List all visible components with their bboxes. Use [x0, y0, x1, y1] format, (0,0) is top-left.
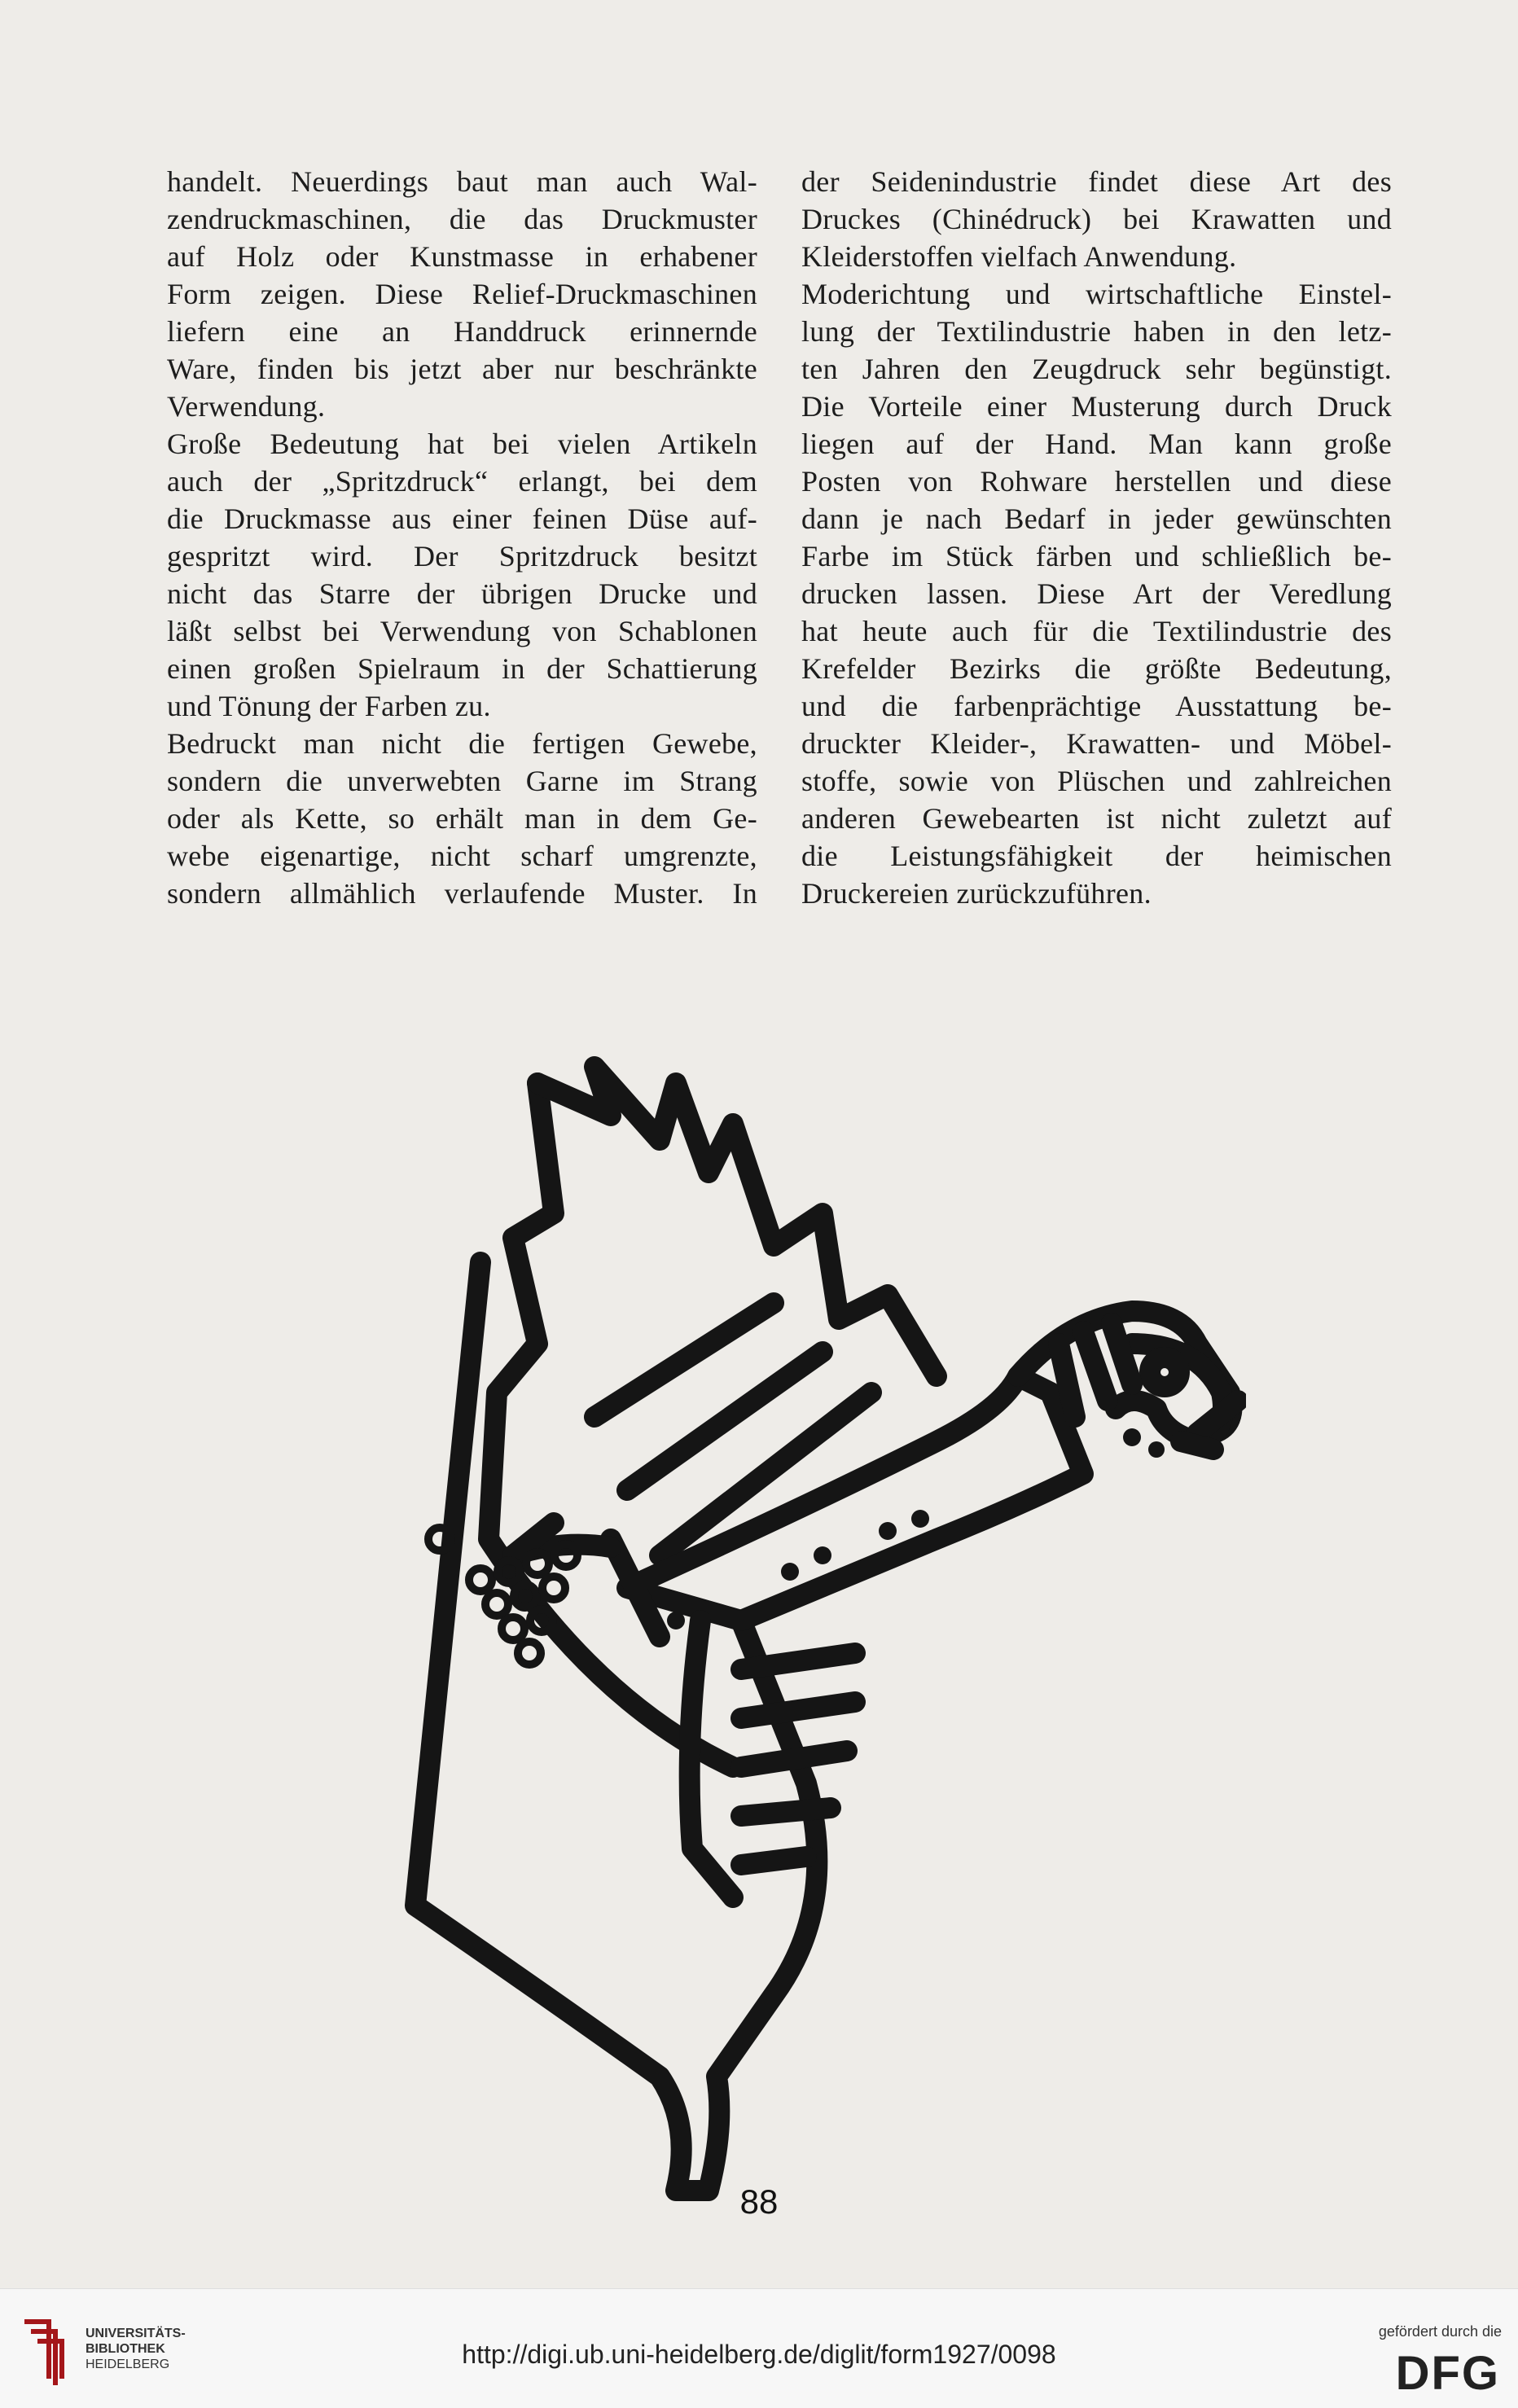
- text-line: auf Holz oder Kunstmasse in erhabener: [167, 240, 757, 273]
- text-line: Moderichtung und wirtschaftliche Einstel-: [801, 278, 1392, 310]
- text-line: Ware, finden bis jetzt aber nur beschränkte: [167, 353, 757, 385]
- text-line: und Tönung der Farben zu.: [167, 690, 491, 722]
- text-line: Druckes (Chinédruck) bei Krawatten und: [801, 203, 1392, 235]
- woodcut-illustration: [350, 1050, 1246, 2256]
- text-line: Posten von Rohware herstellen und diese: [801, 465, 1392, 498]
- text-line: hat heute auch für die Textilindustrie des: [801, 615, 1392, 647]
- text-line: Druckereien zurückzuführen.: [801, 877, 1152, 910]
- text-line: liegen auf der Hand. Man kann große: [801, 428, 1392, 460]
- text-line: gespritzt wird. Der Spritzdruck besitzt: [167, 540, 757, 572]
- funding-caption: gefördert durch die: [1378, 2323, 1502, 2340]
- text-line: lung der Textilindustrie haben in den letz-: [801, 315, 1392, 348]
- viewer-footer: [0, 2288, 1518, 2408]
- text-line: der Seidenindustrie findet diese Art des: [801, 165, 1392, 198]
- permalink-url[interactable]: http://digi.ub.uni-heidelberg.de/diglit/form1927/0098: [462, 2340, 1056, 2369]
- text-line: oder als Kette, so erhält man in dem Ge-: [167, 802, 757, 835]
- text-line: Bedruckt man nicht die fertigen Gewebe,: [167, 727, 757, 760]
- text-line: sondern allmählich verlaufende Muster. In: [167, 877, 757, 910]
- text-line: und die farbenprächtige Ausstattung be-: [801, 690, 1392, 722]
- text-line: Form zeigen. Diese Relief-Druckmaschinen: [167, 278, 757, 310]
- text-line: sondern die unverwebten Garne im Strang: [167, 765, 757, 797]
- text-line: anderen Gewebearten ist nicht zuletzt auf: [801, 802, 1392, 835]
- text-line: Farbe im Stück färben und schließlich be-: [801, 540, 1392, 572]
- text-line: auch der „Spritzdruck“ erlangt, bei dem: [167, 465, 757, 498]
- text-line: die Leistungsfähigkeit der heimischen: [801, 840, 1392, 872]
- text-line: druckter Kleider-, Krawatten- und Möbel-: [801, 727, 1392, 760]
- library-name: UNIVERSITÄTS- BIBLIOTHEK HEIDELBERG: [86, 2327, 186, 2371]
- text-line: stoffe, sowie von Plüschen und zahlreichen: [801, 765, 1392, 797]
- text-line: Die Vorteile einer Musterung durch Druck: [801, 390, 1392, 423]
- text-line: Kleiderstoffen vielfach Anwendung.: [801, 240, 1237, 273]
- left-text-column: [167, 163, 757, 912]
- text-line: dann je nach Bedarf in jeder gewünschten: [801, 502, 1392, 535]
- text-line: Große Bedeutung hat bei vielen Artikeln: [167, 428, 757, 460]
- right-text-column: [801, 163, 1392, 912]
- text-line: einen großen Spielraum in der Schattierung: [167, 652, 757, 685]
- text-line: die Druckmasse aus einer feinen Düse auf-: [167, 502, 757, 535]
- text-line: Verwendung.: [167, 390, 326, 423]
- text-line: drucken lassen. Diese Art der Veredlung: [801, 577, 1392, 610]
- text-line: webe eigenartige, nicht scharf umgrenzte,: [167, 840, 757, 872]
- text-line: liefern eine an Handdruck erinnernde: [167, 315, 757, 348]
- text-line: Krefelder Bezirks die größte Bedeutung,: [801, 652, 1392, 685]
- text-line: nicht das Starre der übrigen Drucke und: [167, 577, 757, 610]
- text-line: ten Jahren den Zeugdruck sehr begünstigt.: [801, 353, 1392, 385]
- text-line: handelt. Neuerdings baut man auch Wal-: [167, 165, 757, 198]
- dfg-logo: DFG: [1395, 2347, 1500, 2400]
- text-line: zendruckmaschinen, die das Druckmuster: [167, 203, 757, 235]
- page-number: 88: [739, 2182, 779, 2221]
- text-line: läßt selbst bei Verwendung von Schablonen: [167, 615, 757, 647]
